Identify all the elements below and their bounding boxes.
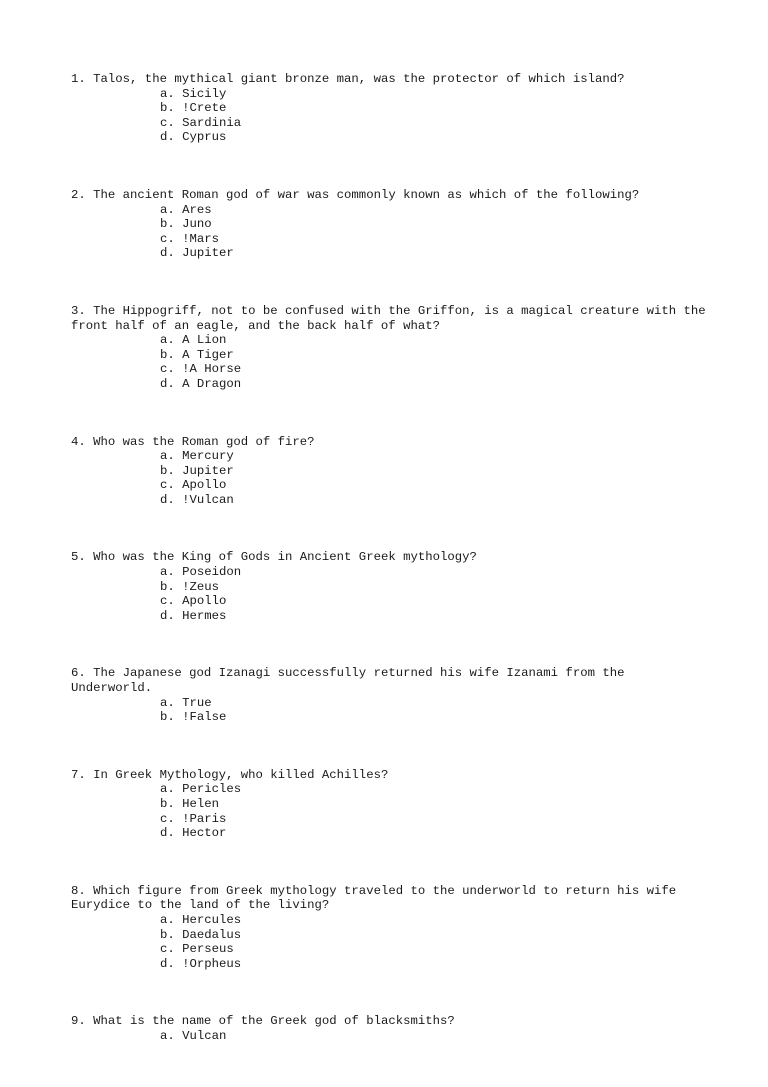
option-letter: b. [160, 347, 175, 362]
option-text: Hector [182, 826, 227, 841]
option-letter: c. [160, 362, 175, 377]
option-text: !False [182, 710, 227, 725]
answer-option [71, 1029, 711, 1044]
option-letter: c. [160, 115, 175, 130]
answer-option [71, 782, 711, 797]
option-text: Daedalus [182, 927, 242, 942]
answer-option [71, 957, 711, 972]
question-block [71, 72, 711, 145]
answer-option [71, 101, 711, 116]
answer-option [71, 913, 711, 928]
answer-options [71, 913, 711, 971]
answer-option [71, 232, 711, 247]
option-text: !Zeus [182, 579, 220, 594]
answer-option [71, 87, 711, 102]
option-text: Apollo [182, 478, 227, 493]
question-block [71, 768, 711, 841]
answer-option [71, 333, 711, 348]
question-number: 7. [71, 767, 86, 782]
question-number: 2. [71, 187, 86, 202]
option-text: Jupiter [182, 463, 234, 478]
answer-option [71, 348, 711, 363]
answer-option [71, 826, 711, 841]
question-text [71, 1014, 711, 1029]
option-text: Cyprus [182, 130, 227, 145]
answer-option [71, 797, 711, 812]
answer-option [71, 493, 711, 508]
answer-option [71, 928, 711, 943]
question-text [71, 666, 711, 695]
option-letter: c. [160, 811, 175, 826]
question-text [71, 188, 711, 203]
option-text: !Crete [182, 101, 227, 116]
option-letter: c. [160, 594, 175, 609]
option-letter: d. [160, 376, 175, 391]
question-text [71, 768, 711, 783]
option-text: Sardinia [182, 115, 242, 130]
question-text [71, 435, 711, 450]
option-text: Sicily [182, 86, 227, 101]
answer-options [71, 449, 711, 507]
answer-options [71, 1029, 711, 1044]
option-letter: d. [160, 246, 175, 261]
question-text [71, 72, 711, 87]
answer-options [71, 696, 711, 725]
question-prompt: Who was the Roman god of fire? [93, 434, 315, 449]
option-text: Juno [182, 217, 212, 232]
option-letter: b. [160, 710, 175, 725]
option-text: Ares [182, 202, 212, 217]
option-letter: a. [160, 1028, 175, 1043]
answer-option [71, 130, 711, 145]
option-letter: c. [160, 231, 175, 246]
question-prompt: Talos, the mythical giant bronze man, was the protector of which island? [93, 72, 625, 86]
answer-options [71, 333, 711, 391]
answer-option [71, 377, 711, 392]
answer-option [71, 362, 711, 377]
answer-option [71, 565, 711, 580]
option-letter: a. [160, 86, 175, 101]
option-letter: b. [160, 579, 175, 594]
option-text: !Orpheus [182, 956, 242, 971]
quiz-document [71, 72, 714, 1087]
option-letter: b. [160, 927, 175, 942]
option-letter: b. [160, 797, 175, 811]
answer-option [71, 464, 711, 479]
answer-option [71, 116, 711, 131]
option-letter: b. [160, 463, 175, 478]
option-letter: d. [160, 956, 175, 971]
answer-option [71, 812, 711, 827]
question-block [71, 550, 711, 623]
answer-options [71, 203, 711, 261]
option-letter: a. [160, 202, 175, 217]
answer-options [71, 87, 711, 145]
question-number: 4. [71, 434, 86, 449]
option-letter: b. [160, 101, 175, 116]
option-letter: d. [160, 826, 175, 841]
answer-option [71, 203, 711, 218]
option-text: Apollo [182, 594, 227, 609]
option-text: !Mars [182, 231, 220, 246]
option-text: A Tiger [182, 347, 234, 362]
answer-option [71, 710, 711, 725]
question-text [71, 303, 714, 333]
option-text: Mercury [182, 449, 234, 464]
question-prompt: Which figure from Greek mythology traveled to the underworld to return his wife Eurydice to the land of the living? [71, 883, 684, 913]
option-text: Hermes [182, 608, 227, 623]
option-letter: a. [160, 695, 175, 710]
answer-option [71, 942, 711, 957]
question-prompt: Who was the King of Gods in Ancient Greek mythology? [93, 550, 477, 565]
question-number: 9. [71, 1014, 86, 1029]
answer-option [71, 449, 711, 464]
answer-option [71, 609, 711, 624]
question-number: 6. [71, 666, 86, 681]
option-text: Pericles [182, 782, 242, 797]
question-block [71, 188, 711, 261]
question-number: 5. [71, 550, 86, 565]
question-prompt: In Greek Mythology, who killed Achilles? [93, 767, 389, 782]
option-text: Perseus [182, 942, 234, 957]
question-text [71, 884, 711, 913]
option-text: A Dragon [182, 376, 242, 391]
option-letter: a. [160, 912, 175, 927]
option-letter: a. [160, 333, 175, 348]
option-letter: c. [160, 942, 175, 957]
question-prompt: The Hippogriff, not to be confused with the Griffon, is a magical creature with the front half of an eagle, and the back half of what? [71, 303, 714, 333]
option-letter: d. [160, 608, 175, 623]
option-letter: c. [160, 478, 175, 493]
option-text: A Lion [182, 333, 227, 348]
option-text: True [182, 695, 212, 710]
question-number: 1. [71, 72, 86, 86]
option-letter: d. [160, 492, 175, 507]
question-block [71, 435, 711, 508]
answer-options [71, 782, 711, 840]
answer-option [71, 246, 711, 261]
answer-option [71, 217, 711, 232]
option-text: Helen [182, 797, 220, 811]
option-letter: d. [160, 130, 175, 145]
answer-options [71, 565, 711, 623]
option-text: !Vulcan [182, 492, 234, 507]
question-prompt: The Japanese god Izanagi successfully returned his wife Izanami from the Underworld. [71, 666, 632, 696]
question-number: 3. [71, 303, 86, 318]
option-text: Jupiter [182, 246, 234, 261]
answer-option [71, 478, 711, 493]
question-block [71, 884, 711, 972]
answer-option [71, 580, 711, 595]
question-block [71, 1014, 711, 1043]
option-letter: a. [160, 449, 175, 464]
option-letter: b. [160, 217, 175, 232]
question-prompt: The ancient Roman god of war was commonly known as which of the following? [93, 187, 640, 202]
question-number: 8. [71, 883, 86, 898]
option-text: !Paris [182, 811, 227, 826]
option-letter: a. [160, 565, 175, 580]
option-text: Vulcan [182, 1028, 227, 1043]
option-text: !A Horse [182, 362, 242, 377]
option-text: Hercules [182, 912, 242, 927]
answer-option [71, 696, 711, 711]
question-text [71, 550, 711, 565]
question-block [71, 666, 711, 724]
option-text: Poseidon [182, 565, 242, 580]
question-prompt: What is the name of the Greek god of blacksmiths? [93, 1014, 455, 1029]
option-letter: a. [160, 782, 175, 797]
question-block [71, 303, 714, 392]
answer-option [71, 594, 711, 609]
